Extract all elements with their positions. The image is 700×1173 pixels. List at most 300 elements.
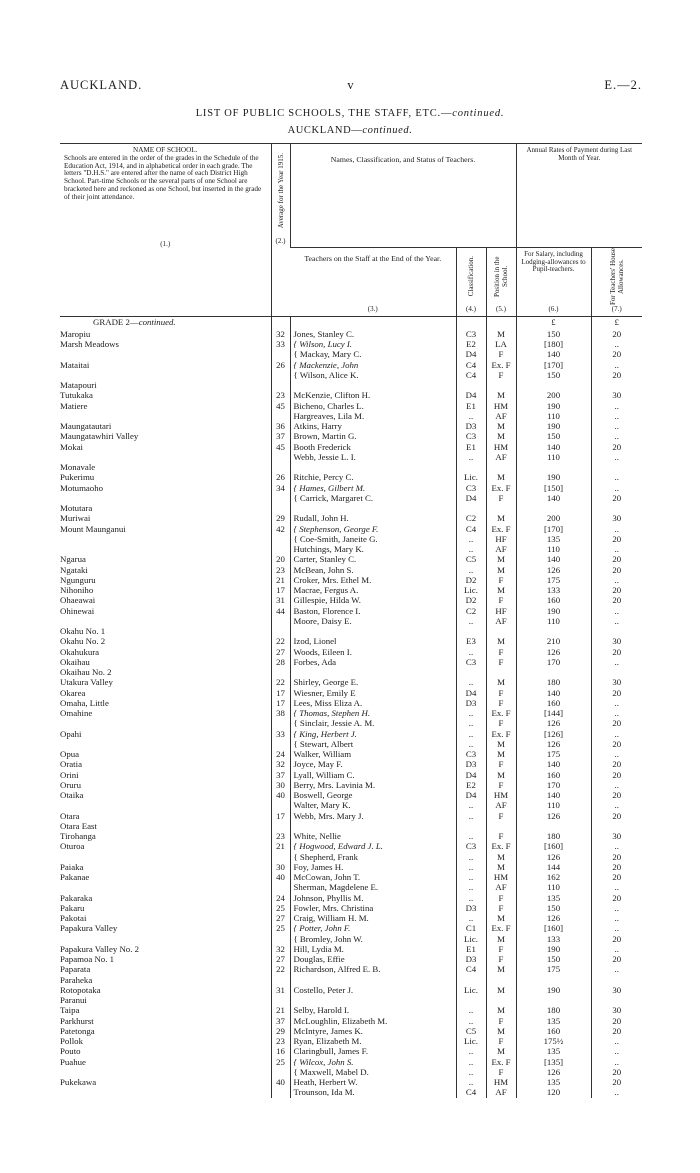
position: F (486, 832, 516, 842)
house-allowance: .. (591, 965, 642, 975)
classification: C5 (456, 1027, 486, 1037)
teacher-name: Sherman, Magdelene E. (290, 883, 456, 893)
classification: .. (456, 617, 486, 627)
classification: .. (456, 709, 486, 719)
average-attendance: 21 (271, 1006, 290, 1016)
classification: C2 (456, 606, 486, 616)
house-allowance (591, 668, 642, 678)
school-name: Papakura Valley (60, 924, 118, 934)
average-attendance (271, 719, 290, 729)
teacher-name: { Mackay, Mary C. (290, 350, 456, 360)
classification: .. (456, 1047, 486, 1057)
house-allowance (591, 975, 642, 985)
position: M (486, 514, 516, 524)
school-name: Ohinewai (60, 606, 95, 616)
teacher-name: { Wilson, Lucy I. (290, 340, 456, 350)
school-name: Mokai (60, 442, 83, 452)
table-row (60, 688, 642, 698)
average-attendance: 23 (271, 1037, 290, 1047)
school-name: Pakaru (60, 903, 85, 913)
table-row (60, 494, 642, 504)
classification: D4 (456, 350, 486, 360)
table-row (60, 658, 642, 668)
position: Ex. F (486, 483, 516, 493)
position: F (486, 658, 516, 668)
house-allowance: 20 (591, 494, 642, 504)
salary: 110 (516, 883, 591, 893)
school-name: Puahue (60, 1057, 86, 1067)
teacher-name: Selby, Harold I. (290, 1006, 456, 1016)
teacher-name: { Sinclair, Jessie A. M. (290, 719, 456, 729)
position (486, 504, 516, 514)
salary: 140 (516, 688, 591, 698)
position (486, 668, 516, 678)
house-allowance: 20 (591, 1027, 642, 1037)
house-allowance: .. (591, 801, 642, 811)
position: M (486, 852, 516, 862)
position: Ex. F (486, 524, 516, 534)
salary (516, 381, 591, 391)
salary: 133 (516, 586, 591, 596)
classification: .. (456, 811, 486, 821)
school-name: Pollok (60, 1036, 83, 1047)
teacher-name: { Maxwell, Mabel D. (290, 1068, 456, 1078)
school-name: Nihoniho (60, 585, 94, 596)
teacher-name (290, 504, 456, 514)
table-row (60, 606, 642, 616)
title-italic: continued. (452, 108, 505, 119)
school-name: Motutara (60, 503, 93, 514)
teacher-name: Shirley, George E. (290, 678, 456, 688)
table-row (60, 914, 642, 924)
position: M (486, 1006, 516, 1016)
classification: .. (456, 412, 486, 422)
school-name: Pakotai (60, 913, 87, 924)
table-row (60, 986, 642, 996)
teacher-name: Heath, Herbert W. (290, 1078, 456, 1088)
classification: .. (456, 801, 486, 811)
salary: 144 (516, 863, 591, 873)
classification (456, 627, 486, 637)
school-name (60, 453, 271, 463)
classification: Lic. (456, 473, 486, 483)
table-row (60, 483, 642, 493)
position: F (486, 1068, 516, 1078)
teacher-name: Johnson, Phyllis M. (290, 893, 456, 903)
teacher-name: McBean, John S. (290, 565, 456, 575)
salary: 162 (516, 873, 591, 883)
table-row (60, 709, 642, 719)
house-allowance: .. (591, 709, 642, 719)
teacher-name: { Hogwood, Edward J. L. (290, 842, 456, 852)
teacher-name: { Mackenzie, John (290, 360, 456, 370)
salary: 160 (516, 770, 591, 780)
table-row (60, 852, 642, 862)
house-allowance: 20 (591, 586, 642, 596)
salary: 135 (516, 1016, 591, 1026)
average-attendance: 22 (271, 965, 290, 975)
position: AF (486, 545, 516, 555)
table-row (60, 340, 642, 350)
school-name: Pukerimu (60, 473, 95, 483)
house-allowance: 20 (591, 647, 642, 657)
position: F (486, 904, 516, 914)
position: HF (486, 535, 516, 545)
salary: 110 (516, 412, 591, 422)
classification: C4 (456, 524, 486, 534)
salary: 190 (516, 401, 591, 411)
salary: 160 (516, 1027, 591, 1037)
table-row (60, 883, 642, 893)
position: Ex. F (486, 709, 516, 719)
school-name: Oruru (60, 780, 82, 790)
salary: [180] (516, 340, 591, 350)
salary: 110 (516, 453, 591, 463)
position: F (486, 371, 516, 381)
house-allowance: .. (591, 422, 642, 432)
teacher-name: Izod, Lionel (290, 637, 456, 647)
header-right: E.—2. (604, 78, 642, 92)
salary: 170 (516, 658, 591, 668)
average-attendance: 29 (271, 1027, 290, 1037)
average-attendance: 16 (271, 1047, 290, 1057)
teacher-name (290, 822, 456, 832)
house-allowance: 20 (591, 1068, 642, 1078)
school-name: Ohaeawai (60, 596, 96, 606)
classification: Lic. (456, 934, 486, 944)
house-allowance (591, 463, 642, 473)
position: F (486, 1037, 516, 1047)
house-allowance: .. (591, 914, 642, 924)
position: M (486, 586, 516, 596)
classification: D4 (456, 688, 486, 698)
salary: 180 (516, 1006, 591, 1016)
house-allowance: .. (591, 883, 642, 893)
table-row (60, 1037, 642, 1047)
salary: 190 (516, 422, 591, 432)
school-name (60, 535, 271, 545)
header-salary (516, 248, 591, 317)
average-attendance: 17 (271, 699, 290, 709)
school-name: Matiere (60, 401, 88, 411)
subtitle-italic: continued. (362, 125, 413, 136)
position: F (486, 811, 516, 821)
average-attendance (271, 822, 290, 832)
teacher-name: { Stephenson, George F. (290, 524, 456, 534)
classification: .. (456, 729, 486, 739)
classification: .. (456, 453, 486, 463)
average-attendance (271, 504, 290, 514)
average-attendance (271, 883, 290, 893)
salary: [135] (516, 1057, 591, 1067)
average-attendance (271, 350, 290, 360)
average-attendance: 21 (271, 576, 290, 586)
position: F (486, 781, 516, 791)
house-allowance: .. (591, 945, 642, 955)
school-name: Matapouri (60, 380, 97, 391)
table-row (60, 555, 642, 565)
house-allowance: .. (591, 606, 642, 616)
table-row (60, 412, 642, 422)
position (486, 822, 516, 832)
teacher-name: Webb, Jessie L. I. (290, 453, 456, 463)
average-attendance (271, 545, 290, 555)
salary: 175 (516, 965, 591, 975)
table-body (60, 316, 642, 1098)
school-name: Pouto (60, 1047, 81, 1057)
classification: C5 (456, 555, 486, 565)
position: M (486, 934, 516, 944)
table-row (60, 945, 642, 955)
classification: .. (456, 1068, 486, 1078)
salary: 140 (516, 791, 591, 801)
house-allowance: 20 (591, 934, 642, 944)
table-row (60, 1068, 642, 1078)
house-allowance: .. (591, 576, 642, 586)
grade-label (60, 316, 271, 330)
average-attendance (271, 934, 290, 944)
house-allowance (591, 822, 642, 832)
salary (516, 996, 591, 1006)
house-allowance: 20 (591, 565, 642, 575)
classification: C3 (456, 432, 486, 442)
table-row (60, 576, 642, 586)
teacher-name: { Potter, John F. (290, 924, 456, 934)
average-attendance: 25 (271, 904, 290, 914)
school-name: Maungatautari (60, 421, 112, 432)
salary: 126 (516, 811, 591, 821)
school-name: Utakura Valley (60, 678, 113, 688)
salary: 140 (516, 442, 591, 452)
table-row (60, 596, 642, 606)
teacher-name: McLoughlin, Elizabeth M. (290, 1016, 456, 1026)
house-allowance: 30 (591, 678, 642, 688)
house-allowance: 20 (591, 852, 642, 862)
classification: D3 (456, 760, 486, 770)
house-allowance: 20 (591, 555, 642, 565)
table-row (60, 473, 642, 483)
position: HM (486, 1078, 516, 1088)
position: F (486, 576, 516, 586)
table-row (60, 545, 642, 555)
school-name: Okahukura (60, 647, 100, 657)
table-row (60, 934, 642, 944)
school-name: Mount Maunganui (60, 524, 126, 534)
house-allowance: .. (591, 360, 642, 370)
house-allowance: .. (591, 617, 642, 627)
school-name: Otaika (60, 790, 84, 801)
average-attendance: 24 (271, 893, 290, 903)
average-attendance: 40 (271, 1078, 290, 1088)
salary: 150 (516, 432, 591, 442)
average-attendance: 26 (271, 473, 290, 483)
school-name: Tirohanga (60, 831, 96, 842)
average-attendance: 32 (271, 330, 290, 340)
school-name: Omahine (60, 708, 93, 719)
average-attendance: 17 (271, 811, 290, 821)
position: AF (486, 617, 516, 627)
position: HM (486, 791, 516, 801)
title-main: LIST OF PUBLIC SCHOOLS, THE STAFF, ETC.— (195, 108, 453, 119)
school-name: Oturoa (60, 842, 85, 852)
table-row (60, 432, 642, 442)
salary: [150] (516, 483, 591, 493)
school-name (60, 801, 271, 811)
position: HM (486, 873, 516, 883)
average-attendance: 38 (271, 709, 290, 719)
position: M (486, 914, 516, 924)
salary: [170] (516, 360, 591, 370)
classification: C3 (456, 658, 486, 668)
col-num-1: (1.) (160, 240, 171, 248)
position: F (486, 688, 516, 698)
house-allowance (591, 996, 642, 1006)
salary: 120 (516, 1088, 591, 1098)
classification: E2 (456, 781, 486, 791)
header-salary-text: For Salary, including Lodging-allowances to Pupil-teachers. (521, 250, 586, 274)
classification: D3 (456, 699, 486, 709)
salary: 135 (516, 1078, 591, 1088)
teacher-name: Rudall, John H. (290, 514, 456, 524)
classification: D4 (456, 770, 486, 780)
house-allowance: 20 (591, 873, 642, 883)
header-annual-text: Annual Rates of Payment during Last Month of Year. (526, 146, 633, 162)
school-name (60, 1068, 271, 1078)
school-name: Okarea (60, 688, 86, 698)
classification: Lic. (456, 1037, 486, 1047)
header-names (290, 144, 516, 248)
house-allowance: 20 (591, 1078, 642, 1088)
table-row (60, 811, 642, 821)
average-attendance: 37 (271, 432, 290, 442)
position: Ex. F (486, 1057, 516, 1067)
classification: .. (456, 647, 486, 657)
classification: .. (456, 873, 486, 883)
salary: 190 (516, 606, 591, 616)
school-name: Motumaoho (60, 483, 104, 493)
teacher-name: Hill, Lydia M. (290, 945, 456, 955)
col-num-6: (6.) (548, 305, 559, 313)
position: AF (486, 453, 516, 463)
classification (456, 381, 486, 391)
teacher-name: Webb, Mrs. Mary J. (290, 811, 456, 821)
house-allowance: 20 (591, 371, 642, 381)
teacher-name: Boswell, George (290, 791, 456, 801)
classification: C3 (456, 483, 486, 493)
table-row (60, 422, 642, 432)
teacher-name (290, 668, 456, 678)
table-row (60, 924, 642, 934)
school-name: Parkhurst (60, 1016, 94, 1026)
teacher-name: Gillespie, Hilda W. (290, 596, 456, 606)
table-row (60, 637, 642, 647)
average-attendance: 22 (271, 637, 290, 647)
average-attendance (271, 852, 290, 862)
average-attendance (271, 412, 290, 422)
school-name (60, 852, 271, 862)
school-name: Paiaka (60, 862, 84, 872)
house-allowance: 30 (591, 637, 642, 647)
house-allowance: .. (591, 483, 642, 493)
teacher-name: McIntyre, James K. (290, 1027, 456, 1037)
house-allowance: 20 (591, 330, 642, 340)
col-num-7: (7.) (611, 305, 622, 313)
school-name (60, 371, 271, 381)
table-row (60, 965, 642, 975)
table-row (60, 1016, 642, 1026)
salary: 135 (516, 893, 591, 903)
header-school (60, 144, 271, 317)
classification: C4 (456, 1088, 486, 1098)
classification (456, 463, 486, 473)
page-subtitle (0, 125, 700, 136)
salary: 126 (516, 852, 591, 862)
table-row (60, 1047, 642, 1057)
position: Ex. F (486, 842, 516, 852)
teacher-name: Macrae, Fergus A. (290, 586, 456, 596)
average-attendance (271, 617, 290, 627)
header-school-note: Schools are entered in the order of the grades in the Schedule of the Education Act, 1914, and in alphabetical order in each grade. The letters "D.H.S." are entered after the name of each District High School. Part-time Schools or the several parts of one School are bracketed here and reckoned as one School, but inserted in the grade of their joint attendance. (64, 153, 262, 201)
table-row (60, 1057, 642, 1067)
classification: C4 (456, 360, 486, 370)
school-name: Papakura Valley No. 2 (60, 944, 139, 954)
average-attendance (271, 740, 290, 750)
table-row (60, 996, 642, 1006)
house-allowance: 20 (591, 740, 642, 750)
schools-table (60, 143, 642, 1098)
grade-row (60, 316, 642, 330)
table-row (60, 401, 642, 411)
salary: [160] (516, 842, 591, 852)
salary: 110 (516, 617, 591, 627)
average-attendance: 33 (271, 340, 290, 350)
classification: .. (456, 893, 486, 903)
school-name (60, 494, 271, 504)
house-allowance: 20 (591, 535, 642, 545)
classification: E1 (456, 442, 486, 452)
table-row (60, 668, 642, 678)
table-row (60, 873, 642, 883)
position: M (486, 565, 516, 575)
position: HM (486, 442, 516, 452)
teacher-name: Forbes, Ada (290, 658, 456, 668)
average-attendance: 34 (271, 483, 290, 493)
position: M (486, 637, 516, 647)
table-row (60, 381, 642, 391)
teacher-name: Richardson, Alfred E. B. (290, 965, 456, 975)
salary: 150 (516, 371, 591, 381)
table-row (60, 350, 642, 360)
average-attendance (271, 975, 290, 985)
average-attendance (271, 371, 290, 381)
header-teachers-text: Teachers on the Staff at the End of the Year. (304, 254, 442, 263)
classification (456, 668, 486, 678)
position: M (486, 1047, 516, 1057)
house-allowance: .. (591, 545, 642, 555)
average-attendance (271, 535, 290, 545)
classification: D4 (456, 494, 486, 504)
salary: [170] (516, 524, 591, 534)
table-row (60, 863, 642, 873)
school-name (60, 350, 271, 360)
grade-label-italic: continued. (138, 317, 176, 328)
position: F (486, 647, 516, 657)
header-position-text: Position in the School. (493, 256, 509, 297)
teacher-name: { Wilcox, John S. (290, 1057, 456, 1067)
position: Ex. F (486, 924, 516, 934)
school-name: Rotopotaka (60, 985, 101, 995)
table-row (60, 678, 642, 688)
